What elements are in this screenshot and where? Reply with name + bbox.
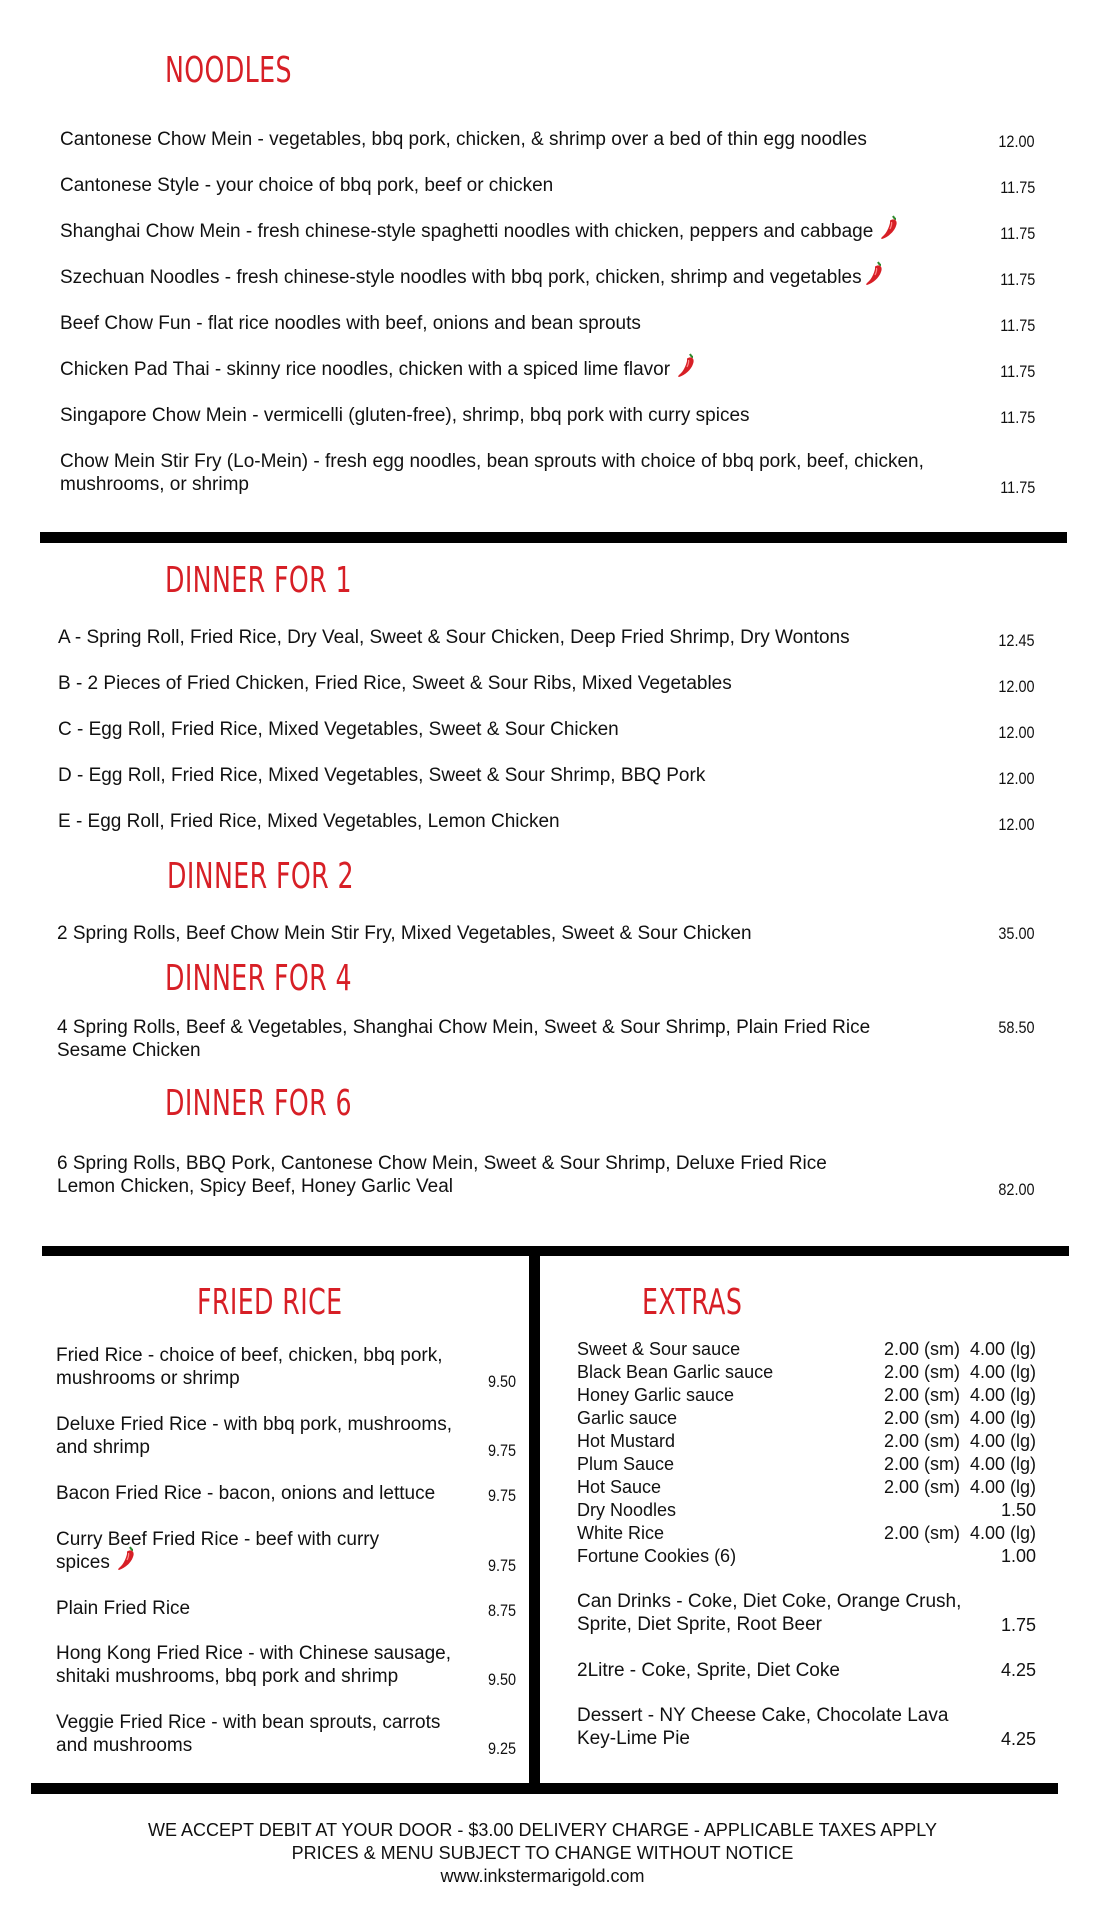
extras-heading: EXTRAS (642, 1282, 743, 1323)
item-description: Hong Kong Fried Rice - with Chinese sausage, shitaki mushrooms, bbq pork and shrimp (56, 1643, 451, 1687)
extra-item-name: Garlic sauce (577, 1408, 678, 1428)
item-price: 11.75 (999, 478, 1035, 497)
item-price: 9.75 (487, 1556, 516, 1575)
extra-item-name: Dry Noodles (577, 1500, 677, 1520)
item-price: 12.00 (998, 815, 1035, 834)
chili-pepper-icon (116, 1544, 138, 1572)
item-price: 4.25 (1000, 1729, 1036, 1749)
item-description: Dessert - NY Cheese Cake, Chocolate Lava Key-Lime Pie (577, 1705, 949, 1749)
dinner-for-1-heading: DINNER FOR 1 (165, 560, 352, 601)
menu-item (56, 1413, 516, 1463)
item-price: 9.50 (487, 1670, 516, 1689)
dinner-for-4-heading: DINNER FOR 4 (165, 958, 352, 999)
menu-item (56, 1482, 516, 1510)
item-price: 4.25 (1000, 1660, 1036, 1680)
item-price: 11.75 (999, 224, 1035, 243)
item-description: 2 Spring Rolls, Beef Chow Mein Stir Fry, Mixed Vegetables, Sweet & Sour Chicken (57, 923, 752, 944)
extra-item-name: Black Bean Garlic sauce (577, 1362, 774, 1382)
item-price: 11.75 (999, 362, 1035, 381)
noodles-heading: NOODLES (165, 50, 292, 91)
item-price: 58.50 (998, 1018, 1035, 1037)
menu-item (57, 1016, 1035, 1066)
menu-item (56, 1597, 516, 1625)
section-divider (31, 1783, 1058, 1794)
item-price: 9.75 (487, 1441, 516, 1460)
menu-item (60, 174, 1035, 202)
menu-item (60, 312, 1035, 340)
item-price: 8.75 (487, 1601, 516, 1620)
item-price: 12.00 (998, 677, 1035, 696)
extra-item-price: 1.50 (1000, 1500, 1036, 1520)
item-price: 12.45 (998, 631, 1035, 650)
item-description: Singapore Chow Mein - vermicelli (gluten-free), shrimp, bbq pork with curry spices (60, 405, 750, 426)
chili-pepper-icon (676, 351, 698, 379)
dinner-for-2-heading: DINNER FOR 2 (167, 856, 354, 897)
footer-website: www.inkstermarigold.com (440, 1866, 645, 1886)
dinner-for-6-heading: DINNER FOR 6 (165, 1083, 352, 1124)
item-description: Deluxe Fried Rice - with bbq pork, mushrooms, and shrimp (56, 1414, 452, 1458)
menu-item (60, 266, 1035, 294)
item-price: 35.00 (998, 924, 1035, 943)
item-price: 12.00 (998, 132, 1035, 151)
item-description: Beef Chow Fun - flat rice noodles with beef, onions and bean sprouts (60, 313, 641, 334)
extra-item-price: 2.00 (sm) 4.00 (lg) (883, 1362, 1036, 1382)
extra-item-name: Fortune Cookies (6) (577, 1546, 737, 1566)
extra-item-price: 2.00 (sm) 4.00 (lg) (883, 1454, 1036, 1474)
menu-item (56, 1528, 516, 1582)
menu-item (60, 220, 1035, 248)
extra-item-price: 1.00 (1000, 1546, 1036, 1566)
extra-item-price: 2.00 (sm) 4.00 (lg) (883, 1477, 1036, 1497)
extra-item-dessert (577, 1704, 1036, 1754)
fried-rice-heading: FRIED RICE (197, 1282, 343, 1323)
menu-item (58, 764, 1035, 792)
menu-item (58, 672, 1035, 700)
extra-item-name: White Rice (577, 1523, 665, 1543)
menu-item (56, 1711, 516, 1761)
extra-item-price: 2.00 (sm) 4.00 (lg) (883, 1339, 1036, 1359)
item-description: Shanghai Chow Mein - fresh chinese-style spaghetti noodles with chicken, peppers and cabbage (60, 220, 901, 243)
item-description: 6 Spring Rolls, BBQ Pork, Cantonese Chow Mein, Sweet & Sour Shrimp, Deluxe Fried Rice Lemon Chicken, Spicy Beef, Honey Garlic Veal (57, 1153, 827, 1197)
item-description: Curry Beef Fried Rice - beef with curry spices (56, 1529, 380, 1573)
item-price: 11.75 (999, 316, 1035, 335)
item-description: 4 Spring Rolls, Beef & Vegetables, Shanghai Chow Mein, Sweet & Sour Shrimp, Plain Fried Rice Sesame Chicken (57, 1017, 871, 1061)
extra-item-2litre (577, 1659, 1036, 1687)
menu-item (56, 1642, 516, 1692)
item-description: C - Egg Roll, Fried Rice, Mixed Vegetables, Sweet & Sour Chicken (58, 719, 619, 740)
item-description: Chow Mein Stir Fry (Lo-Mein) - fresh egg noodles, bean sprouts with choice of bbq pork, beef, chicken, mushrooms, or shrimp (60, 451, 924, 495)
menu-item (58, 810, 1035, 838)
extra-item-price: 2.00 (sm) 4.00 (lg) (883, 1431, 1036, 1451)
item-price: 82.00 (998, 1180, 1035, 1199)
chili-pepper-icon (864, 259, 886, 287)
section-divider (40, 532, 1067, 543)
item-description: Can Drinks - Coke, Diet Coke, Orange Crush, Sprite, Diet Sprite, Root Beer (577, 1591, 962, 1635)
item-description: D - Egg Roll, Fried Rice, Mixed Vegetables, Sweet & Sour Shrimp, BBQ Pork (58, 765, 706, 786)
item-description: Bacon Fried Rice - bacon, onions and lettuce (56, 1483, 436, 1504)
item-description: Chicken Pad Thai - skinny rice noodles, chicken with a spiced lime flavor (60, 358, 698, 381)
footer-disclaimer: PRICES & MENU SUBJECT TO CHANGE WITHOUT NOTICE (291, 1843, 794, 1863)
item-price: 11.75 (999, 178, 1035, 197)
menu-item (58, 626, 1035, 654)
item-description: Cantonese Style - your choice of bbq pork, beef or chicken (60, 175, 554, 196)
item-description: E - Egg Roll, Fried Rice, Mixed Vegetables, Lemon Chicken (58, 811, 560, 832)
column-divider (529, 1252, 540, 1786)
item-price: 12.00 (998, 769, 1035, 788)
section-divider (42, 1246, 1069, 1256)
extra-item-name: Plum Sauce (577, 1454, 675, 1474)
menu-item (58, 718, 1035, 746)
item-description: Veggie Fried Rice - with bean sprouts, carrots and mushrooms (56, 1712, 441, 1756)
item-price: 9.75 (487, 1486, 516, 1505)
extra-item-name: Hot Sauce (577, 1477, 662, 1497)
chili-pepper-icon (879, 213, 901, 241)
item-description: B - 2 Pieces of Fried Chicken, Fried Rice, Sweet & Sour Ribs, Mixed Vegetables (58, 673, 732, 694)
item-price: 9.50 (487, 1372, 516, 1391)
menu-item (60, 358, 1035, 386)
extra-item-drinks (577, 1590, 1036, 1640)
menu-item (56, 1344, 516, 1394)
extra-item-name: Sweet & Sour sauce (577, 1339, 741, 1359)
item-price: 9.25 (487, 1739, 516, 1758)
extra-item-price: 2.00 (sm) 4.00 (lg) (883, 1385, 1036, 1405)
extra-item-name: Honey Garlic sauce (577, 1385, 735, 1405)
item-price: 1.75 (1000, 1615, 1036, 1635)
item-price: 11.75 (999, 270, 1035, 289)
footer-notice: WE ACCEPT DEBIT AT YOUR DOOR - $3.00 DELIVERY CHARGE - APPLICABLE TAXES APPLY (148, 1820, 937, 1840)
extra-item-price: 2.00 (sm) 4.00 (lg) (883, 1523, 1036, 1543)
menu-item (60, 404, 1035, 432)
menu-item (57, 1152, 1035, 1202)
item-description: Fried Rice - choice of beef, chicken, bbq pork, mushrooms or shrimp (56, 1345, 443, 1389)
menu-item (57, 922, 1035, 950)
item-description: Cantonese Chow Mein - vegetables, bbq pork, chicken, & shrimp over a bed of thin egg noodles (60, 129, 867, 150)
item-description: 2Litre - Coke, Sprite, Diet Coke (577, 1660, 840, 1681)
item-price: 12.00 (998, 723, 1035, 742)
item-description: A - Spring Roll, Fried Rice, Dry Veal, Sweet & Sour Chicken, Deep Fried Shrimp, Dry Wontons (58, 627, 850, 648)
menu-item (60, 128, 1035, 156)
item-price: 11.75 (999, 408, 1035, 427)
item-description: Szechuan Noodles - fresh chinese-style noodles with bbq pork, chicken, shrimp and vegetables (60, 266, 886, 289)
item-description: Plain Fried Rice (56, 1598, 191, 1619)
extra-item-price: 2.00 (sm) 4.00 (lg) (883, 1408, 1036, 1428)
extra-item-name: Hot Mustard (577, 1431, 676, 1451)
menu-item (60, 450, 1035, 500)
